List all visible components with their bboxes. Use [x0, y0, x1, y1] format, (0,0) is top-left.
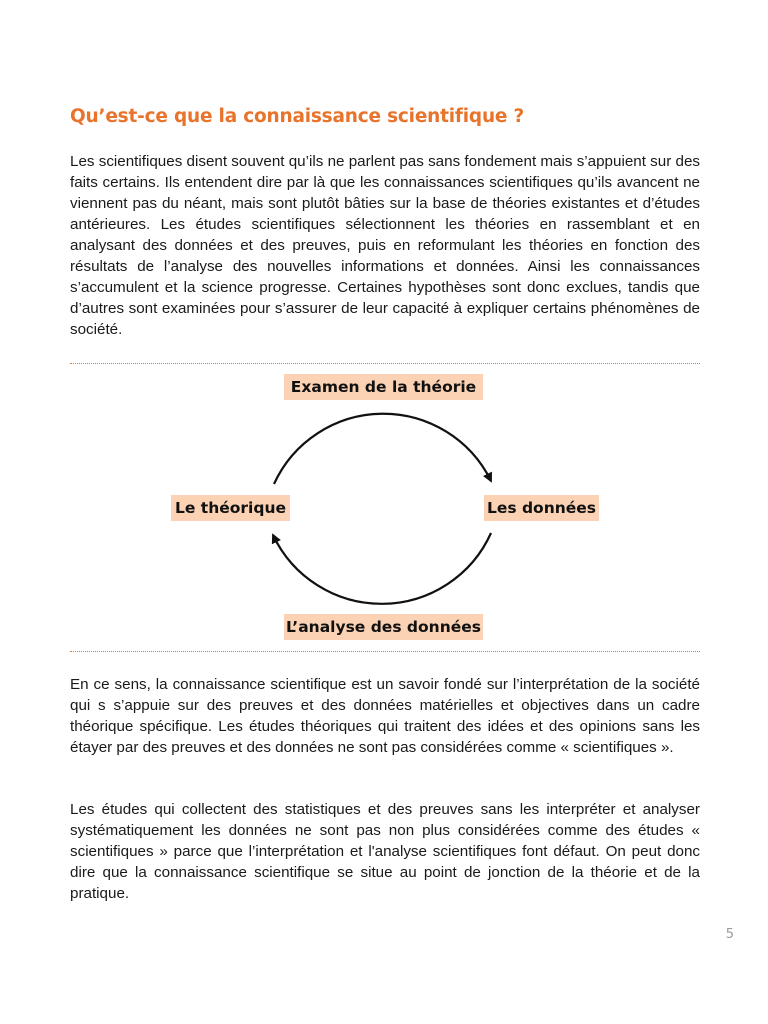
diagram-box-data: Les données: [484, 495, 599, 521]
diagram-box-theoretical: Le théorique: [171, 495, 290, 521]
cycle-arrow-bottom: [273, 533, 491, 604]
divider-bottom: [70, 651, 700, 652]
divider-top: [70, 363, 700, 364]
cycle-arrow-top: [274, 414, 491, 484]
diagram-box-theory-exam: Examen de la théorie: [284, 374, 483, 400]
page-number: 5: [725, 927, 734, 942]
page-title: Qu’est-ce que la connaissance scientifique ?: [70, 106, 525, 127]
intro-paragraph: Les scientifiques disent souvent qu’ils ne parlent pas sans fondement mais s’appuient sur des faits certains. Ils entendent dire par là que les connaissances scientifiques qu’ils avancent ne viennent pas du néant, mais sont plutôt bâties sur la base de théories existantes et d’études antérieures. Les études scientifiques sélectionnent les théories en rassemblant et en analysant des données et des preuves, puis en reformulant les théories en fonction des résultats de l’analyse des nouvelles informations et données. Ainsi les connaissances s’accumulent et la science progresse. Certaines hypothèses sont donc exclues, tandis que d’autres sont examinées pour s’assurer de leur capacité à expliquer certains phénomènes de société.: [70, 153, 700, 338]
body-paragraph-3: Les études qui collectent des statistiques et des preuves sans les interpréter et analyser systématiquement les données ne sont pas non plus considérées comme des études « scientifiques » parce que l’interprétation et l'analyse scientifiques font défaut. On peut donc dire que la connaissance scientifique se situe au point de jonction de la théorie et de la pratique.: [70, 801, 700, 902]
body-paragraph-2: En ce sens, la connaissance scientifique est un savoir fondé sur l’interprétation de la société qui s s’appuie sur des preuves et des données matérielles et objectives dans un cadre théorique spécifique. Les études théoriques qui traitent des idées et des opinions sans les étayer par des preuves et des données ne sont pas considérées comme « scientifiques ».: [70, 676, 700, 756]
diagram-box-data-analysis: L’analyse des données: [284, 614, 483, 640]
